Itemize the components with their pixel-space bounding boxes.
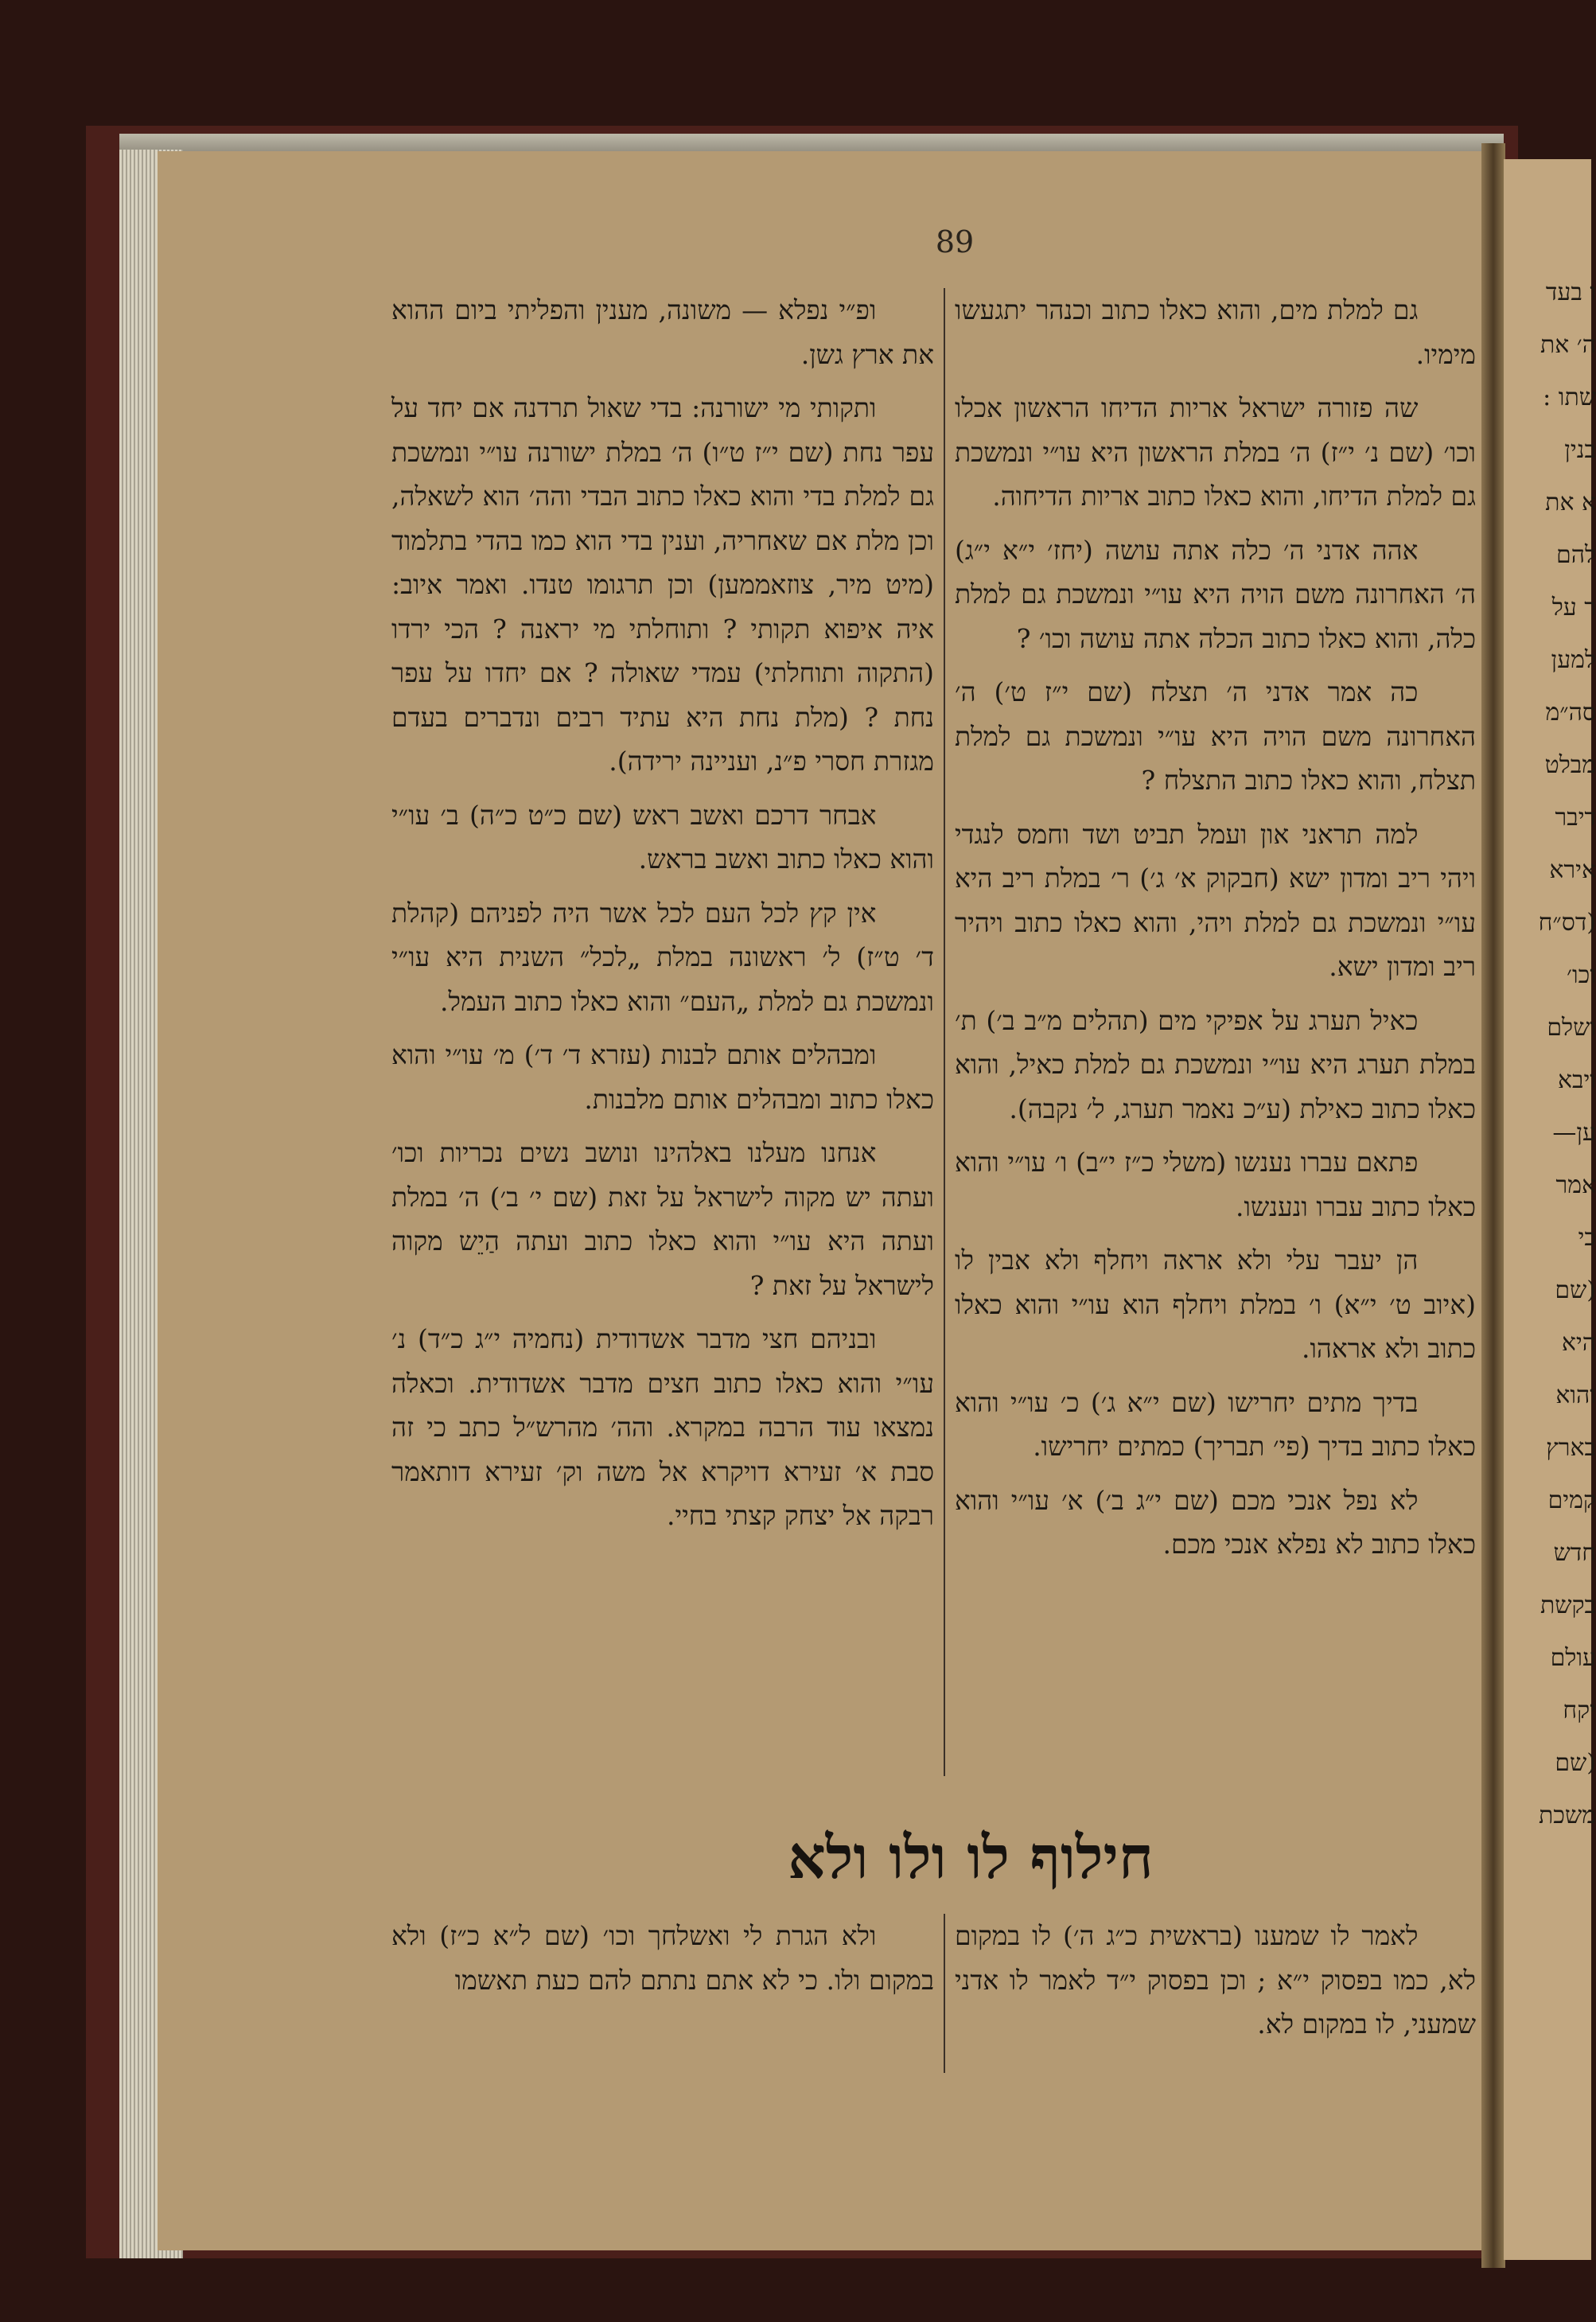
facing-page-fragment-line: ויבא (1557, 1066, 1596, 1094)
facing-page-fragment-line: וכו׳ (1567, 961, 1596, 989)
paragraph: שה פזורה ישראל אריות הדיחו הראשון אכלו וכו׳ (שם נ׳ י״ז) ה׳ במלת הראשון היא עו״י ונמשכת גם למלת הדיחו, והוא כאלו כתוב אריות הדיחוה. (955, 392, 1476, 512)
facing-page-fragment-line: מבלט (1544, 751, 1596, 779)
paragraph: כאיל תערג על אפיקי מים (תהלים מ״ב ב׳) ת׳ במלת תערג היא עו״י ונמשכת גם למלת כאיל, והוא כאלו כתוב כאילת (ע״כ נאמר תערג, ל׳ נקבה). (955, 1004, 1476, 1124)
paragraph: כה אמר אדני ה׳ תצלח (שם י״ז ט׳) ה׳ האחרונה משם הויה היא עו״י ונמשכת גם למלת תצלח, והוא כאלו כתוב התצלח ? (955, 676, 1476, 796)
paragraph: ותקותי מי ישורנה: בדי שאול תרדנה אם יחד על עפר נחת (שם י״ז ט״ו) ה׳ במלת ישורנה עו״י ונמשכת גם למלת בדי והוא כאלו כתוב הבדי והה׳ הוא לשאלה, וכן מלת אם שאחריה, וענין בדי הוא כמו בהדי בתלמוד (מיט מיר, צוזאממען) וכן תרגומו טנדו. ואמר איוב: איה איפוא תקותי ? ותוחלתי מי יראנה ? הכי ירדו (התקוה ותוחלתי) עמדי שאולה ? אם יחדו על עפר נחת ? (מלת נחת היא עתיד רבים ונדברים בעדם מגזרת חסרי פ״נ, ועניינה ירידה). (391, 392, 934, 777)
paragraph: ולא הגרת לי ואשלחך וכו׳ (שם ל״א כ״ז) ולא במקום ולו. כי לא אתם נתתם להם כעת תאשמו (391, 1920, 934, 1996)
facing-page-fragment-line: היא (1561, 1329, 1596, 1357)
paragraph: אבחר דרכם ואשב ראש (שם כ״ט כ״ה) ב׳ עו״י והוא כאלו כתוב ואשב בראש. (391, 799, 934, 875)
facing-page-fragment-line: יקח (1563, 1697, 1596, 1724)
section-column-left (391, 1914, 934, 2012)
facing-page-fragment-line: ה׳ את (1540, 331, 1596, 359)
facing-page-fragment-line: סה״מ (1545, 699, 1596, 727)
facing-page-fragment-line: כי (1578, 1224, 1596, 1252)
facing-page-fragment-line: ען— (1552, 1119, 1596, 1147)
facing-page-fragment-line: למען (1551, 646, 1596, 674)
paragraph: אהה אדני ה׳ כלה אתה עושה (יחז׳ י״א י״ג) ה׳ האחרונה משם הויה היא עו״י ונמשכת גם למלת כלה, והוא כאלו כתוב הכלה אתה עושה וכו׳ ? (955, 534, 1476, 654)
facing-page-fragment-line: והוא (1555, 1381, 1596, 1409)
facing-page-fragment-line: אמר (1555, 1171, 1596, 1199)
facing-page-fragment-line: שתו : (1543, 384, 1596, 411)
facing-page-fragment-line: ו בעד (1545, 279, 1596, 306)
paragraph: לאמר לו שמענו (בראשית כ״ג ה׳) לו במקום לא, כמו בפסוק י״א ; וכן בפסוק י״ד לאמר לו אדני שמעני, לו במקום לא. (955, 1920, 1476, 2040)
column-divider (944, 1914, 945, 2073)
page-number: 89 (935, 224, 975, 259)
paragraph: אנחנו מעלנו באלהינו ונושב נשים נכריות וכו׳ ועתה יש מקוה לישראל על זאת (שם י׳ ב׳) ה׳ במלת ועתה היא עו״י והוא כאלו כתוב ועתה הַיֵש מקוה לישראל על זאת ? (391, 1137, 934, 1301)
facing-page-fragment-line: (שם (1555, 1276, 1596, 1304)
book-gutter (1481, 143, 1505, 2268)
facing-page-fragment-line: חדש (1553, 1539, 1596, 1567)
facing-page-fragment-line: בנין (1564, 436, 1596, 464)
facing-page-fragment-line: ושלם (1547, 1014, 1596, 1042)
facing-page-fragment-line: משכת (1539, 1802, 1596, 1829)
paragraph: בדיך מתים יחרישו (שם י״א ג׳) כ׳ עו״י והוא כאלו כתוב בדיך (פי׳ תבריך) כמתים יחרישו. (955, 1386, 1476, 1462)
facing-page-fragment-line: א את (1545, 489, 1596, 516)
facing-page-fragment-line: דיבר (1555, 804, 1596, 832)
facing-page-fragment (1504, 159, 1596, 2260)
facing-page-fragment-line: ר על (1551, 594, 1596, 621)
text-column-left (391, 288, 934, 1548)
paragraph: לא נפל אנכי מכם (שם י״ג ב׳) א׳ עו״י והוא כאלו כתוב לא נפלא אנכי מכם. (955, 1484, 1476, 1560)
facing-page-fragment-line: עולם (1550, 1644, 1596, 1672)
column-divider (944, 288, 945, 1776)
facing-page-fragment-line: בארץ (1546, 1434, 1596, 1462)
facing-page-fragment-line: אירא (1549, 856, 1596, 884)
section-column-right (955, 1914, 1476, 2056)
text-column-right (955, 288, 1476, 1576)
paragraph: ובניהם חצי מדבר אשדודית (נחמיה י״ג כ״ד) נ׳ עו״י והוא כאלו כתוב חצים מדבר אשדודית. וכאלה נמצאו עוד הרבה במקרא. והה׳ מהרש״ל כתב כי זה סבת א׳ זעירא דויקרא אל משה וק׳ זעירא דותאמר רבקה אל יצחק קצתי בחיי. (391, 1323, 934, 1531)
paragraph: פתאם עברו נענשו (משלי כ״ז י״ב) ו׳ עו״י והוא כאלו כתוב עברו ונענשו. (955, 1147, 1476, 1222)
paragraph: אין קץ לכל העם לכל אשר היה לפניהם (קהלת ד׳ ט״ז) ל׳ ראשונה במלת „לכל״ השנית היא עו״י ונמשכת גם למלת „העם״ והוא כאלו כתוב העמל. (391, 897, 934, 1017)
paragraph: למה תראני און ועמל תביט ושד וחמס לנגדי ויהי ריב ומדון ישא (חבקוק א׳ ג׳) ר׳ במלת ריב היא עו״י ונמשכת גם למלת ויהי, והוא כאלו כתוב ויהיר ריב ומדון ישא. (955, 818, 1476, 982)
facing-page-fragment-line: (דס״ח (1538, 909, 1596, 937)
paragraph: גם למלת מים, והוא כאלו כתוב וכנהר יתגעשו מימיו. (955, 294, 1476, 370)
facing-page-fragment-line: להם (1555, 541, 1596, 569)
section-title: חילוף לו ולו ולא (788, 1824, 1154, 1892)
paragraph: הן יעבר עלי ולא אראה ויחלף ולא אבין לו (איוב ט׳ י״א) ו׳ במלת ויחלף הוא עו״י והוא כאלו כתוב ולא אראהו. (955, 1245, 1476, 1364)
facing-page-fragment-line: קמים (1547, 1486, 1596, 1514)
paragraph: ומבהלים אותם לבנות (עזרא ד׳ ד׳) מ׳ עו״י והוא כאלו כתוב ומבהלים אותם מלבנות. (391, 1039, 934, 1115)
facing-page-fragment-line: (שם (1555, 1749, 1596, 1777)
facing-page-fragment-line: בקשת (1540, 1592, 1596, 1619)
paragraph: ופ״י נפלא — משונה, מענין והפליתי ביום ההוא את ארץ גשן. (391, 294, 934, 370)
